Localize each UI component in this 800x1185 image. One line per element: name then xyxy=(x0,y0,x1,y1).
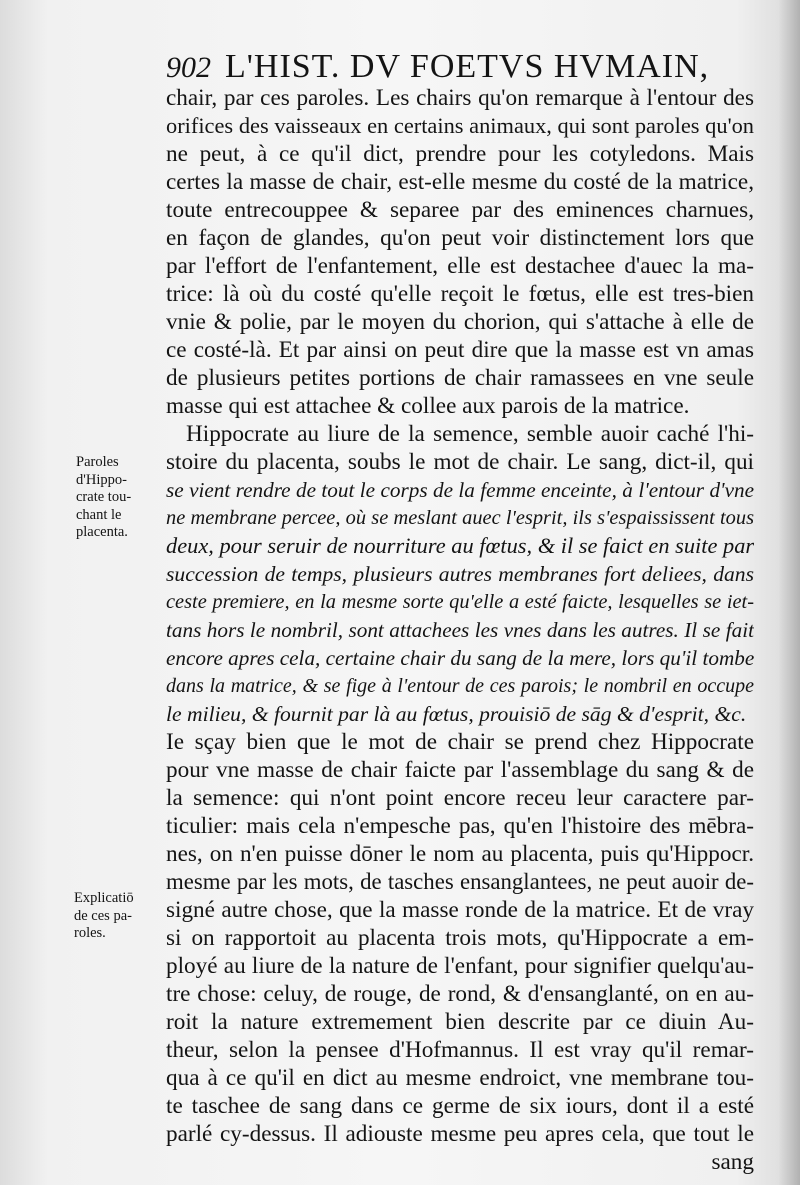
text-line: nes, on n'en puisse dōner le nom au placenta, puis qu'Hippocr. xyxy=(166,841,754,867)
margin-note xyxy=(74,890,146,943)
margin-note-line: de ces pa- xyxy=(74,907,132,924)
text-line: encore apres cela, certaine chair du sang de la mere, lors qu'il tombe xyxy=(166,646,754,670)
text-line: signé autre chose, que la masse ronde de la matrice. Et de vray xyxy=(166,897,754,923)
text-line: le milieu, & fournit par là au fœtus, prouisiō de sāg & d'esprit, &c. xyxy=(166,702,747,726)
text-line: certes la masse de chair, est-elle mesme du costé de la matrice, xyxy=(166,169,754,195)
text-line: Hippocrate au liure de la semence, semble auoir caché l'hi- xyxy=(186,421,754,447)
margin-note-line: crate tou- xyxy=(76,489,132,505)
margin-note-line: Paroles xyxy=(76,454,119,470)
text-line: ne membrane percee, où se meslant auec l'esprit, ils s'espaississent tous xyxy=(166,507,754,529)
text-line: dans la matrice, & se fige à l'entour de ces parois; le nombril en occupe xyxy=(166,675,754,697)
text-line: orifices des vaisseaux en certains animaux, qui sont paroles qu'on xyxy=(166,113,754,138)
text-line: toute entrecouppee & separee par des eminences charnues, xyxy=(166,197,754,223)
margin-note-line: d'Hippo- xyxy=(76,471,127,488)
margin-note-line: placenta. xyxy=(76,524,128,540)
text-line: deux, pour seruir de nourriture au fœtus, & il se faict en suite par xyxy=(166,533,754,558)
text-line: ne peut, à ce qu'il dict, prendre pour les cotyledons. Mais xyxy=(166,141,754,167)
text-line: en façon de glandes, qu'on peut voir distinctement lors que xyxy=(166,225,754,251)
text-line: Ie sçay bien que le mot de chair se prend chez Hippocrate xyxy=(166,729,754,755)
text-line: vnie & polie, par le moyen du chorion, qui s'attache à elle de xyxy=(166,309,754,335)
text-line: tans hors le nombril, sont attachees les vnes dans les autres. Il se fait xyxy=(166,618,754,642)
page-header xyxy=(166,48,746,88)
text-line: chair, par ces paroles. Les chairs qu'on remarque à l'entour des xyxy=(166,85,754,111)
text-line: de plusieurs petites portions de chair ramassees en vne seule xyxy=(166,365,754,391)
text-line: qua à ce qu'il en dict au mesme endroict, vne membrane tou- xyxy=(166,1065,754,1091)
text-line: la semence: qui n'ont point encore receu leur caractere par- xyxy=(166,785,754,811)
text-line: se vient rendre de tout le corps de la femme enceinte, à l'entour d'vne xyxy=(166,478,754,502)
margin-note-line: Explicatiō xyxy=(74,890,134,906)
text-line: te taschee de sang dans ce germe de six iours, dont il a esté xyxy=(166,1093,754,1119)
text-line: succession de temps, plusieurs autres membranes fort deliees, dans xyxy=(166,562,754,586)
text-line: ticulier: mais cela n'empesche pas, qu'en l'histoire des mēbra- xyxy=(166,813,754,839)
text-line: par l'effort de l'enfantement, elle est destachee d'auec la ma- xyxy=(166,253,754,279)
margin-note-line: chant le xyxy=(76,506,122,523)
page-number: 902 xyxy=(166,51,211,84)
margin-note xyxy=(76,454,148,542)
running-title: L'HIST. DV FOETVS HVMAIN, xyxy=(225,48,710,85)
catchword: sang xyxy=(711,1149,754,1175)
text-line: ce costé-là. Et par ainsi on peut dire que la masse est vn amas xyxy=(166,337,754,363)
text-line: roit la nature extremement bien descrite par ce diuin Au- xyxy=(166,1009,754,1035)
text-line: theur, selon la pensee d'Hofmannus. Il est vray qu'il remar- xyxy=(166,1037,754,1063)
text-line: pour vne masse de chair faicte par l'assemblage du sang & de xyxy=(166,757,754,783)
text-line: parlé cy-dessus. Il adiouste mesme peu apres cela, que tout le xyxy=(166,1121,754,1147)
text-line: ployé au liure de la nature de l'enfant, pour signifier quelqu'au- xyxy=(166,953,754,979)
text-line: mesme par les mots, de tasches ensanglantees, ne peut auoir de- xyxy=(166,869,754,894)
gutter-shadow xyxy=(778,0,800,1185)
text-line: trice: là où du costé qu'elle reçoit le fœtus, elle est tres-bien xyxy=(166,281,754,307)
margin-note-line: roles. xyxy=(74,925,106,941)
text-line: tre chose: celuy, de rouge, de rond, & d'ensanglanté, on en au- xyxy=(166,981,754,1007)
text-line: masse qui est attachee & collee aux parois de la matrice. xyxy=(166,393,690,419)
text-line: stoire du placenta, soubs le mot de chair. Le sang, dict-il, qui xyxy=(166,449,754,475)
text-line: ceste premiere, en la mesme sorte qu'elle a esté faicte, lesquelles se iet- xyxy=(166,591,754,613)
text-line: si on rapportoit au placenta trois mots, qu'Hippocrate a em- xyxy=(166,925,754,951)
